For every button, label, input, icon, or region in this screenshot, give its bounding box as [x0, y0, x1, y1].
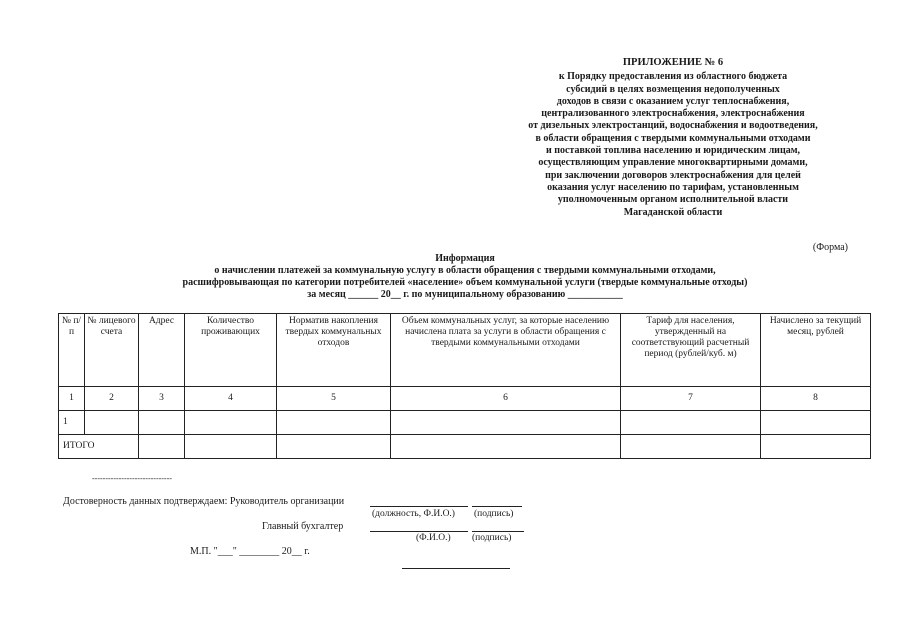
column-number: 1 — [59, 387, 85, 411]
column-header: Количество проживающих — [185, 314, 277, 387]
table-cell — [761, 411, 871, 435]
table-cell — [391, 435, 621, 459]
appendix-line: и поставкой топлива населению и юридическим лицам, — [545, 145, 801, 157]
table-cell — [391, 411, 621, 435]
table-cell — [85, 411, 139, 435]
report-table — [58, 313, 871, 459]
table-row — [59, 411, 871, 435]
table-cell — [185, 411, 277, 435]
appendix-block — [503, 57, 843, 219]
document-title — [120, 253, 810, 301]
table-cell — [277, 435, 391, 459]
column-header: Начислено за текущий месяц, рублей — [761, 314, 871, 387]
title-heading: Информация — [435, 253, 495, 264]
appendix-line: при заключении договоров электроснабжения для целей — [545, 169, 801, 181]
row-number: 1 — [59, 411, 85, 435]
position-caption: (должность, Ф.И.О.) — [372, 509, 455, 519]
separator-dashes: ------------------------------ — [92, 474, 172, 483]
appendix-line: Магаданской области — [623, 206, 723, 218]
table-cell — [761, 435, 871, 459]
total-label: ИТОГО — [59, 435, 139, 459]
column-number: 4 — [185, 387, 277, 411]
position-line — [370, 506, 468, 507]
signature-caption-2: (подпись) — [472, 533, 512, 543]
column-header: Тариф для населения, утвержденный на соответствующий расчетный период (рублей/куб. м) — [621, 314, 761, 387]
appendix-line: доходов в связи с оказанием услуг теплоснабжения, — [556, 95, 790, 107]
table-cell — [621, 411, 761, 435]
title-line: за месяц ______ 20__ г. по муниципальному образованию ___________ — [307, 289, 623, 300]
accountant-label: Главный бухгалтер — [262, 521, 344, 532]
column-header: Объем коммунальных услуг, за которые населению начислена плата за услуги в области обращения с твердыми коммунальными отходами — [391, 314, 621, 387]
signature-line — [472, 506, 522, 507]
total-row — [59, 435, 871, 459]
appendix-line: уполномоченным органом исполнительной власти — [557, 194, 789, 206]
column-number: 7 — [621, 387, 761, 411]
column-header: № лицевого счета — [85, 314, 139, 387]
column-number: 5 — [277, 387, 391, 411]
appendix-line: к Порядку предоставления из областного бюджета — [558, 71, 788, 83]
table-header-row — [59, 314, 871, 387]
signature-caption: (подпись) — [474, 509, 514, 519]
appendix-heading: ПРИЛОЖЕНИЕ № 6 — [622, 57, 724, 68]
appendix-line: осуществляющим управление многоквартирными домами, — [538, 157, 808, 169]
table-cell — [621, 435, 761, 459]
appendix-line: централизованного электроснабжения, электроснабжения — [541, 108, 805, 120]
column-number: 8 — [761, 387, 871, 411]
appendix-line: в области обращения с твердыми коммунальными отходами — [535, 132, 811, 144]
column-header: Норматив накопления твердых коммунальных отходов — [277, 314, 391, 387]
table-cell — [277, 411, 391, 435]
title-line: о начислении платежей за коммунальную услугу в области обращения с твердыми коммунальными отходами, — [214, 265, 716, 276]
fio-line — [370, 531, 468, 532]
appendix-line: субсидий в целях возмещения недополученных — [566, 83, 780, 95]
column-number-row — [59, 387, 871, 411]
column-number: 3 — [139, 387, 185, 411]
bottom-line — [402, 568, 510, 569]
signature-line-2 — [472, 531, 524, 532]
title-line: расшифровывающая по категории потребителей «население» объем коммунальной услуги (твердые коммунальные отходы) — [182, 277, 748, 288]
column-number: 2 — [85, 387, 139, 411]
fio-caption: (Ф.И.О.) — [416, 533, 451, 543]
column-header: Адрес — [139, 314, 185, 387]
table-cell — [185, 435, 277, 459]
table-cell — [139, 411, 185, 435]
appendix-line: оказания услуг населению по тарифам, установленным — [547, 181, 799, 193]
form-label: (Форма) — [812, 242, 848, 253]
stamp-date: М.П. "___" ________ 20__ г. — [190, 546, 310, 557]
column-header: № п/п — [59, 314, 85, 387]
appendix-line: от дизельных электростанций, водоснабжения и водоотведения, — [528, 120, 818, 132]
confirm-label: Достоверность данных подтверждаем: Руководитель организации — [63, 496, 345, 507]
column-number: 6 — [391, 387, 621, 411]
table-cell — [139, 435, 185, 459]
